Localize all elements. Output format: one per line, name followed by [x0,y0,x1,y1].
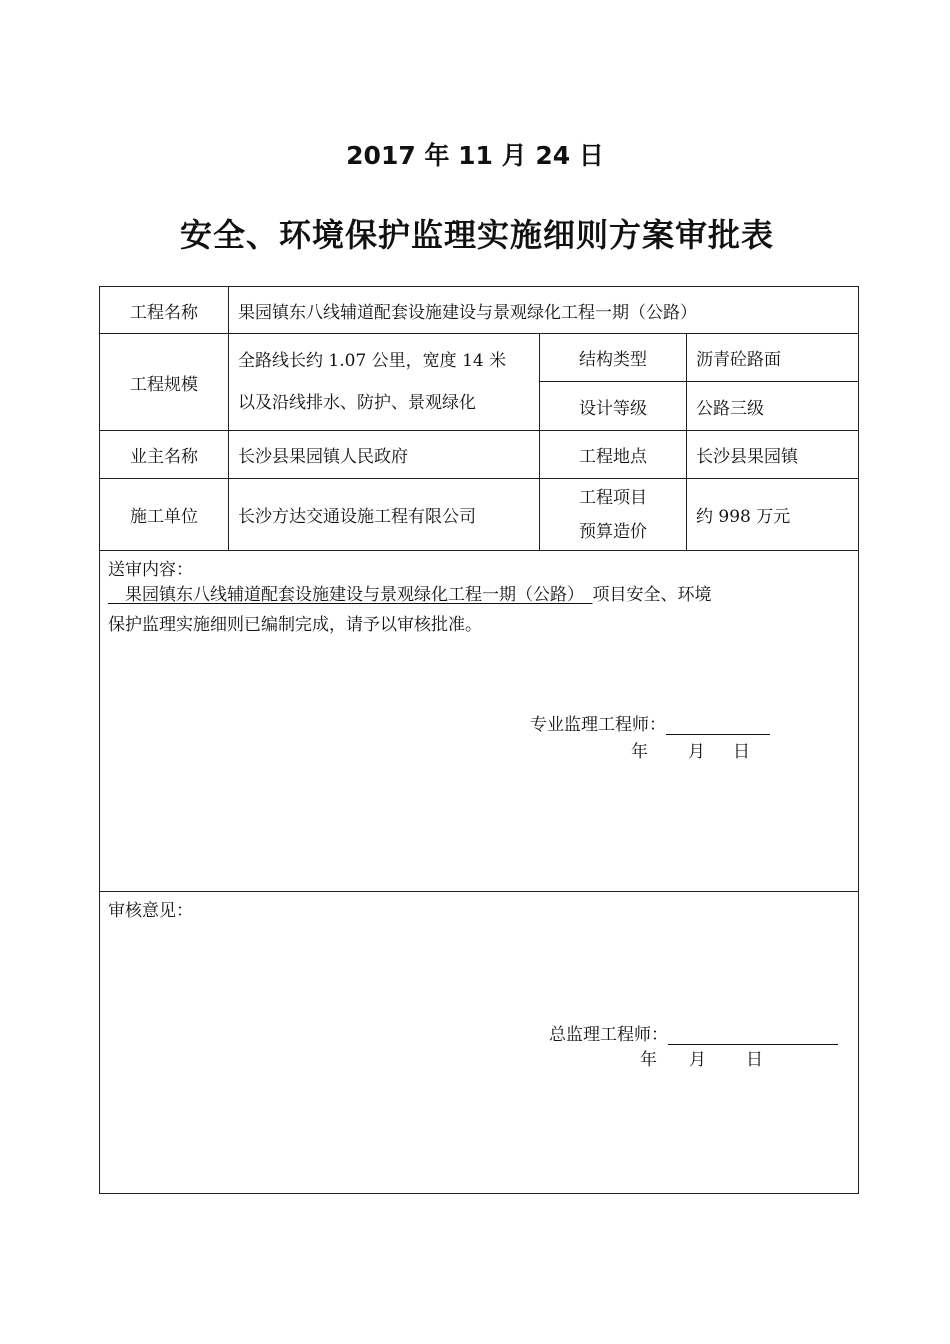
review-row [100,892,859,1194]
page-title: 安全、环境保护监理实施细则方案审批表 [180,216,775,254]
location-label: 工程地点 [540,431,687,479]
submission-row [100,551,859,892]
submission-project-ref: 果园镇东八线辅道配套设施建设与景观绿化工程一期（公路） [125,585,576,605]
structure-type-label: 结构类型 [540,334,687,382]
submission-section [100,551,859,892]
chief-engineer-label: 总监理工程师： [549,1025,668,1045]
location-value: 长沙县果园镇 [687,431,859,479]
budget-label [540,479,687,551]
design-grade-label: 设计等级 [540,382,687,431]
scale-label: 工程规模 [100,334,229,431]
owner-row [100,431,859,479]
professional-engineer-signature [530,710,770,735]
chief-engineer-signature [549,1020,869,1045]
professional-engineer-label: 专业监理工程师： [530,715,666,735]
submission-text-part2: 保护监理实施细则已编制完成，请予以审核批准。 [108,615,482,635]
owner-value: 长沙县果园镇人民政府 [229,431,540,479]
review-year-label: 年 [640,1050,657,1070]
review-date [640,1045,763,1070]
scale-row [100,334,859,382]
contractor-value: 长沙方达交通设施工程有限公司 [229,479,540,551]
structure-type-value: 沥青砼路面 [687,334,859,382]
budget-value: 约 998 万元 [687,479,859,551]
project-name-row [100,287,859,334]
submission-text-part1: 项目安全、环境 [592,585,712,605]
contractor-row [100,479,859,551]
review-day-label: 日 [746,1050,763,1070]
submission-label: 送审内容： [108,560,193,580]
review-month-label: 月 [689,1050,706,1070]
contractor-label: 施工单位 [100,479,229,551]
project-name-label: 工程名称 [100,287,229,334]
submission-year-label: 年 [631,742,648,762]
submission-month-label: 月 [688,742,705,762]
budget-label-line-2: 预算造价 [579,521,647,542]
scale-line-2: 以及沿线排水、防护、景观绿化 [238,393,476,413]
professional-engineer-signature-line[interactable] [666,716,770,735]
scale-value [229,334,540,431]
scale-line-1: 全路线长约 1.07 公里，宽度 14 米 [238,351,507,371]
submission-day-label: 日 [733,742,750,762]
design-grade-value: 公路三级 [687,382,859,431]
submission-text [108,580,853,640]
document-date: 2017 年 11 月 24 日 [346,141,604,170]
approval-form-table [99,286,859,1194]
project-name-value: 果园镇东八线辅道配套设施建设与景观绿化工程一期（公路） [229,287,859,334]
review-label: 审核意见： [108,901,193,921]
budget-label-line-1: 工程项目 [579,487,647,508]
submission-date [631,737,750,762]
chief-engineer-signature-line[interactable] [668,1026,838,1045]
owner-label: 业主名称 [100,431,229,479]
review-section [100,892,859,1194]
